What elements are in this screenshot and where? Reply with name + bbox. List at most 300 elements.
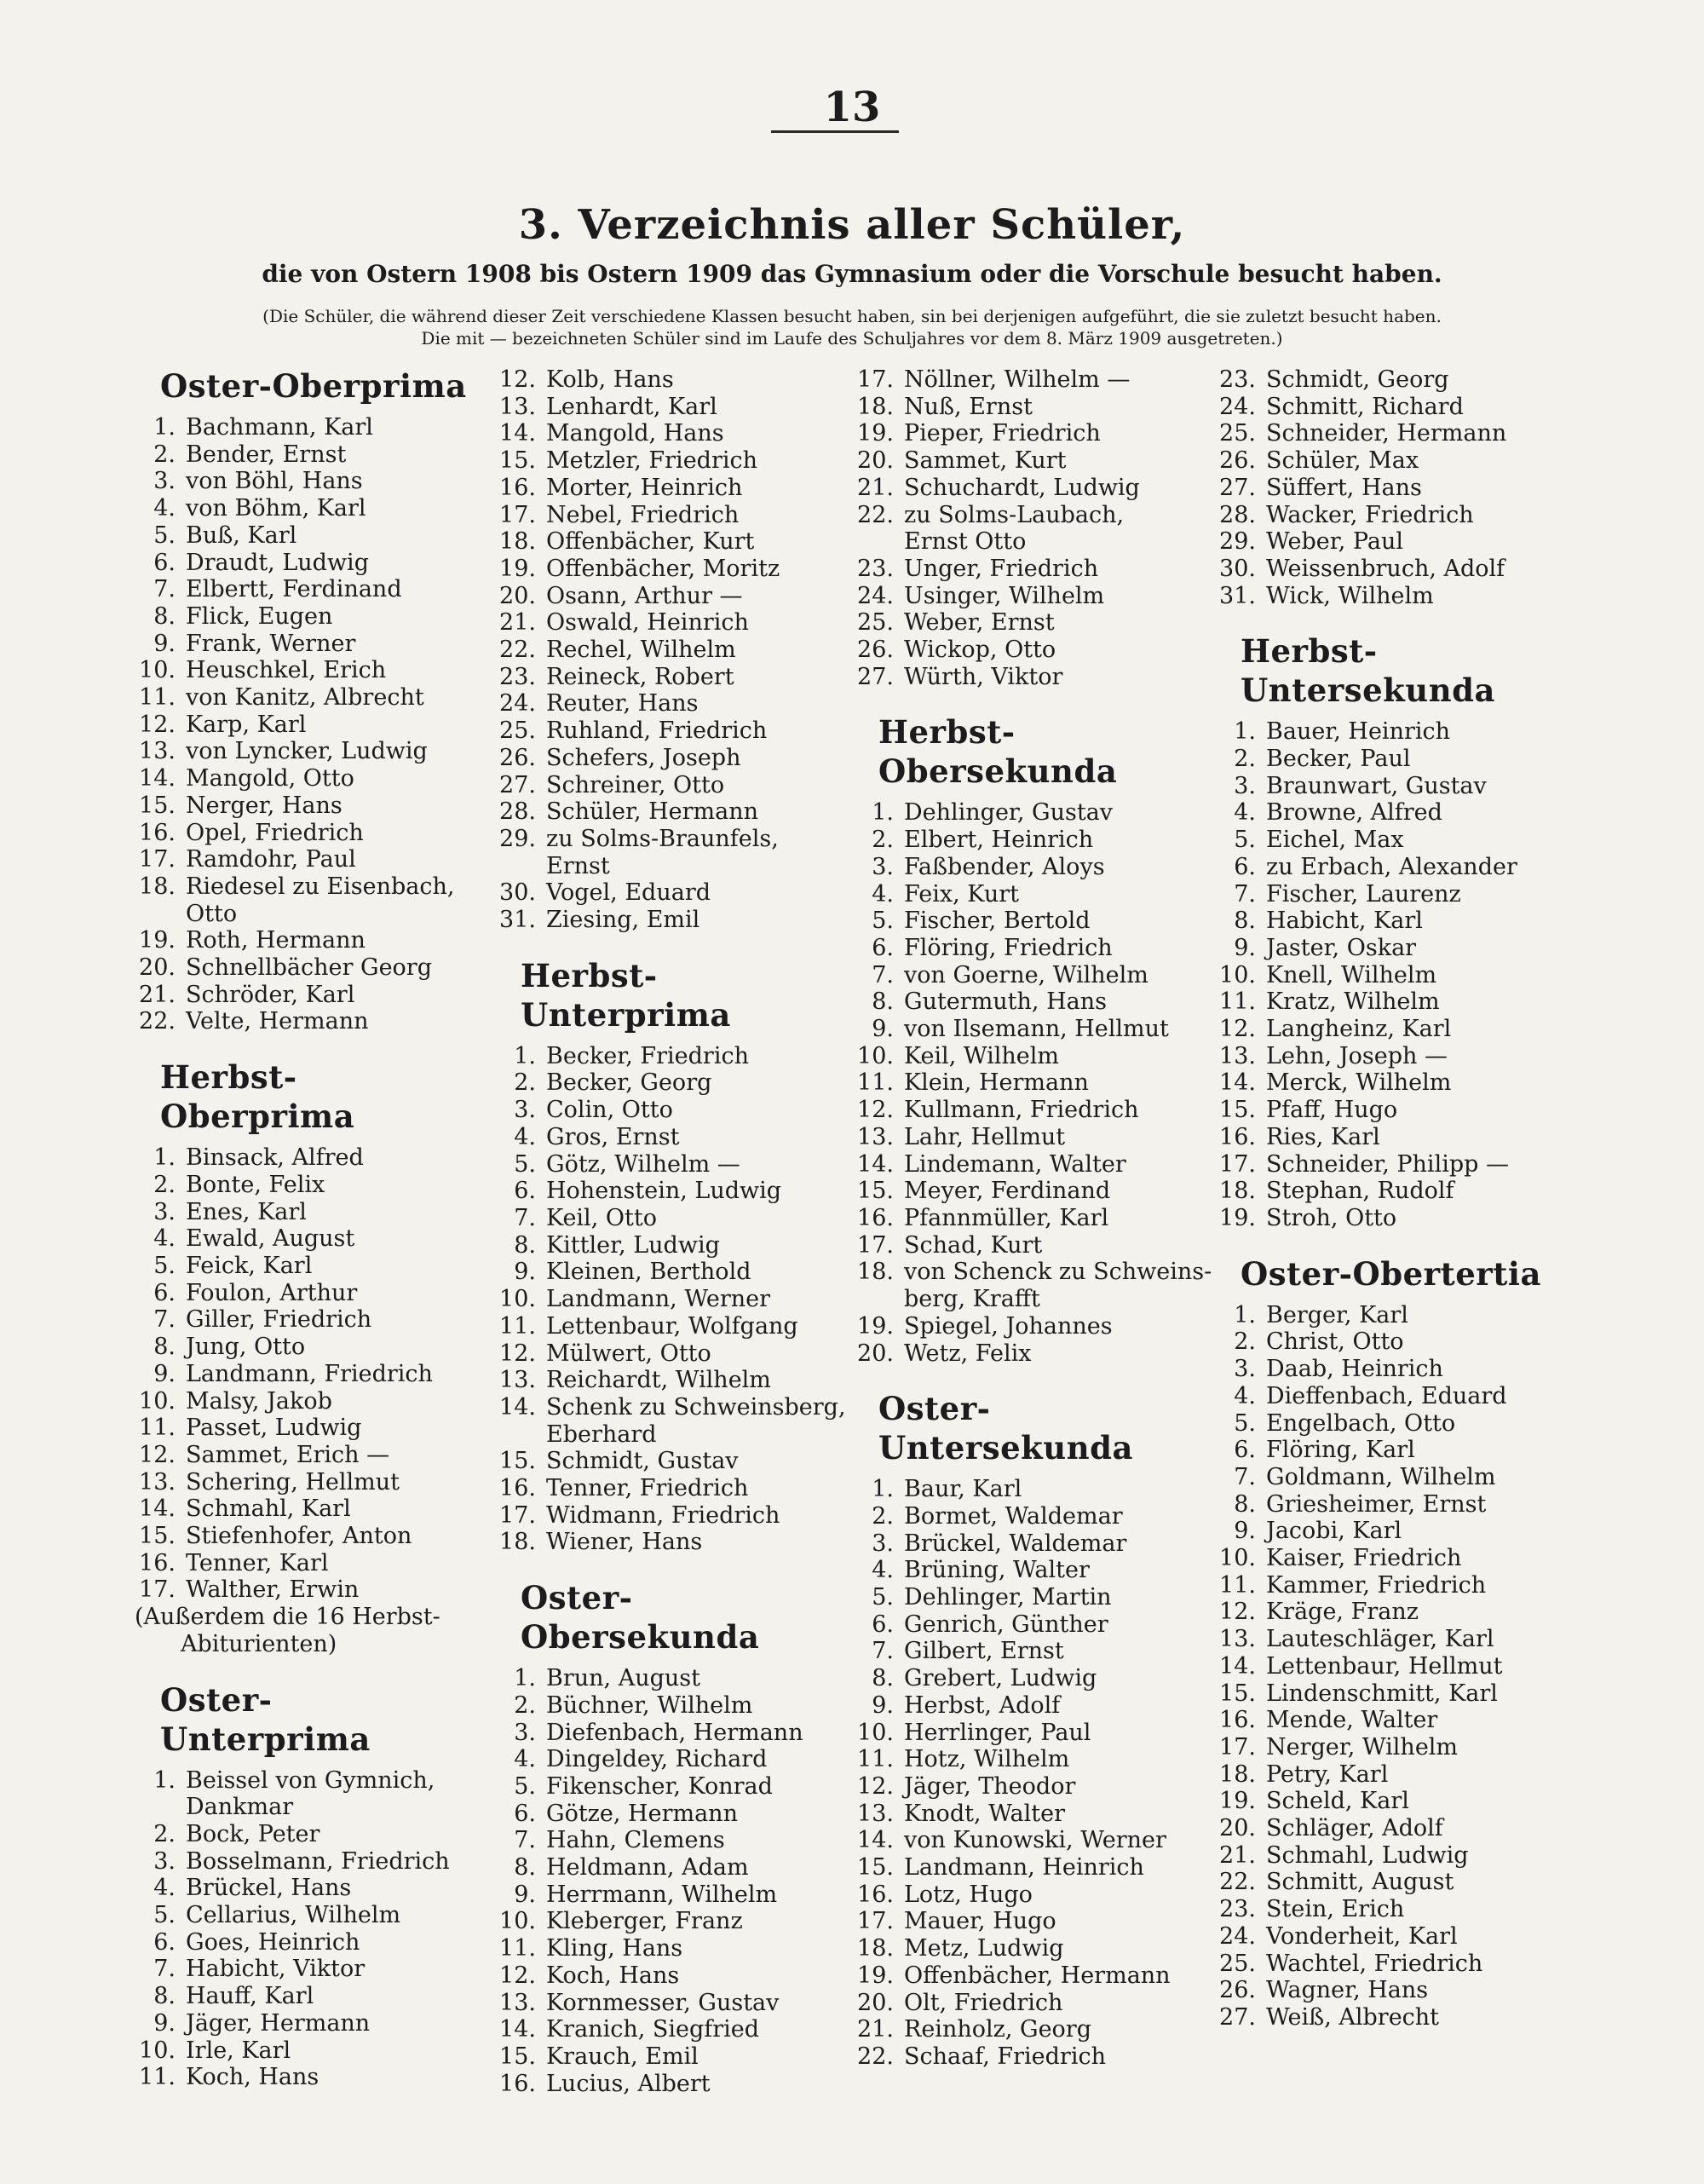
page-number-rule xyxy=(771,130,899,133)
student-name: Schenk zu Schweinsberg, xyxy=(546,1393,846,1420)
student-number: 20. xyxy=(1219,1815,1256,1842)
student-name: Nöllner, Wilhelm — xyxy=(904,366,1131,393)
section-heading: Herbst-Oberprima xyxy=(160,1058,355,1136)
student-entry xyxy=(490,717,831,745)
student-number: 25. xyxy=(1219,420,1256,447)
section-heading: Oster-Obertertia xyxy=(1241,1254,1541,1293)
student-number: 26. xyxy=(857,637,894,664)
student-entry xyxy=(130,1875,479,1902)
student-number: 22. xyxy=(1219,1869,1256,1896)
student-number: 7. xyxy=(153,1306,176,1334)
student-number: 23. xyxy=(857,555,894,582)
student-number: 9. xyxy=(153,1360,176,1387)
student-name: Christ, Otto xyxy=(1266,1328,1404,1356)
student-number: 13. xyxy=(499,393,536,420)
student-name: Kullmann, Friedrich xyxy=(904,1097,1139,1124)
student-name: Irle, Karl xyxy=(186,2037,291,2064)
section-herbst-oberprima xyxy=(130,1057,479,1657)
student-name: Lindemann, Walter xyxy=(904,1150,1126,1178)
student-name: Colin, Otto xyxy=(546,1097,673,1124)
student-entry xyxy=(490,1151,831,1178)
student-name: Habicht, Karl xyxy=(1266,908,1423,935)
student-entry xyxy=(1210,1016,1568,1043)
student-entry xyxy=(1210,1680,1568,1708)
student-name: Klein, Hermann xyxy=(904,1069,1089,1097)
student-number: 8. xyxy=(153,1334,176,1361)
student-entry xyxy=(490,502,831,529)
student-number: 14. xyxy=(857,1150,894,1178)
student-number: 5. xyxy=(153,1902,176,1929)
student-name: Bosselmann, Friedrich xyxy=(186,1847,450,1875)
student-entry xyxy=(130,468,479,495)
student-number: 26. xyxy=(1219,447,1256,475)
student-number: 16. xyxy=(1219,1707,1256,1734)
student-entry xyxy=(848,1530,1206,1558)
student-entry xyxy=(848,1746,1206,1773)
student-number: 5. xyxy=(872,908,894,935)
student-number: 29. xyxy=(499,825,536,852)
student-name: Koch, Hans xyxy=(546,1962,680,1989)
student-number: 18. xyxy=(139,873,176,900)
student-number: 15. xyxy=(1219,1097,1256,1124)
student-name: Hotz, Wilhelm xyxy=(904,1746,1070,1773)
student-number: 12. xyxy=(857,1097,894,1124)
student-name: Scheld, Karl xyxy=(1266,1788,1409,1815)
student-entry xyxy=(490,826,831,853)
student-entry xyxy=(490,772,831,799)
student-entry xyxy=(490,1340,831,1368)
section-herbst-unterprima xyxy=(490,956,846,1556)
student-entry xyxy=(490,1448,831,1475)
student-name: Elbertt, Ferdinand xyxy=(186,576,402,603)
section-oster-unterprima xyxy=(130,1680,479,2091)
student-number: 14. xyxy=(499,1393,536,1420)
student-name: Reuter, Hans xyxy=(546,690,699,717)
student-number: 3. xyxy=(872,1530,894,1557)
student-number: 16. xyxy=(499,1475,536,1502)
student-entry xyxy=(490,1990,831,2017)
student-entry xyxy=(1210,1356,1568,1383)
student-entry xyxy=(1210,1069,1568,1097)
student-number: 17. xyxy=(499,501,536,528)
student-name: von Schenck zu Schweins- xyxy=(904,1259,1212,1286)
student-entry xyxy=(490,1259,831,1286)
student-entry xyxy=(130,441,479,469)
student-number: 6. xyxy=(1234,853,1256,880)
student-number: 10. xyxy=(1219,1545,1256,1572)
student-number: 7. xyxy=(153,1956,176,1983)
student-name: Wetz, Felix xyxy=(904,1340,1032,1367)
student-entry xyxy=(490,637,831,664)
student-name: Daab, Heinrich xyxy=(1266,1356,1443,1383)
student-entry xyxy=(130,982,479,1009)
student-entry xyxy=(848,1259,1212,1286)
student-number: 27. xyxy=(499,771,536,798)
student-entry xyxy=(1210,1410,1568,1438)
student-number: 19. xyxy=(857,420,894,447)
student-name: Landmann, Werner xyxy=(546,1286,771,1313)
student-number: 31. xyxy=(1219,582,1256,609)
student-number: 12. xyxy=(139,1441,176,1468)
student-entry xyxy=(490,798,831,826)
student-name: zu Erbach, Alexander xyxy=(1266,853,1517,880)
student-number: 15. xyxy=(499,447,536,475)
student-number: 11. xyxy=(499,1935,536,1962)
section-oster-obersekunda xyxy=(490,1578,831,2097)
student-number: 9. xyxy=(1234,1518,1256,1545)
student-name: Kling, Hans xyxy=(546,1935,683,1962)
student-number: 17. xyxy=(139,846,176,873)
student-number: 4. xyxy=(872,1557,894,1584)
student-entry xyxy=(1210,881,1568,908)
student-entry xyxy=(1210,1977,1568,2004)
student-name: Koch, Hans xyxy=(186,2064,320,2091)
student-name: Schad, Kurt xyxy=(904,1231,1043,1259)
student-name: Langheinz, Karl xyxy=(1266,1016,1452,1043)
student-number: 12. xyxy=(1219,1599,1256,1626)
student-name: Roth, Hermann xyxy=(186,927,366,954)
student-entry xyxy=(490,664,831,691)
student-name: Grebert, Ludwig xyxy=(904,1665,1097,1692)
student-name: Jacobi, Karl xyxy=(1266,1518,1402,1545)
student-number: 21. xyxy=(139,981,176,1008)
student-name: Dehlinger, Martin xyxy=(904,1584,1112,1611)
student-name: Büchner, Wilhelm xyxy=(546,1691,753,1719)
student-name: Lauteschläger, Karl xyxy=(1266,1626,1494,1653)
student-number: 1. xyxy=(1234,1301,1256,1328)
student-name: von Böhl, Hans xyxy=(186,468,363,495)
student-number: 5. xyxy=(153,1252,176,1279)
page-number: 13 xyxy=(823,84,881,131)
column-2 xyxy=(490,366,846,2119)
student-name: zu Solms-Braunfels, xyxy=(546,825,779,852)
student-name: Landmann, Friedrich xyxy=(186,1360,433,1387)
student-entry xyxy=(848,962,1206,989)
student-name: Ziesing, Emil xyxy=(546,907,700,934)
student-name: Heldmann, Adam xyxy=(546,1854,749,1881)
student-number: 23. xyxy=(1219,1896,1256,1923)
column-3 xyxy=(848,366,1212,2093)
section-note: (Außerdem die 16 Herbst- xyxy=(135,1604,440,1631)
student-entry xyxy=(130,1848,479,1876)
student-entry xyxy=(490,1367,831,1394)
student-name: Kornmesser, Gustav xyxy=(546,1989,780,2016)
student-entry xyxy=(848,1124,1206,1151)
student-entry xyxy=(490,609,831,637)
student-name: Lucius, Albert xyxy=(546,2070,711,2097)
student-entry xyxy=(130,1767,479,1795)
student-entry xyxy=(490,1773,831,1801)
student-name: Stephan, Rudolf xyxy=(1266,1178,1454,1205)
student-name: Kammer, Friedrich xyxy=(1266,1571,1487,1599)
student-number: 17. xyxy=(139,1576,176,1604)
student-name: Feick, Karl xyxy=(186,1252,313,1279)
student-entry xyxy=(130,1144,479,1172)
student-name: Draudt, Ludwig xyxy=(186,549,369,576)
student-name: Schmitt, Richard xyxy=(1266,393,1464,420)
student-name: Knell, Wilhelm xyxy=(1266,961,1437,988)
student-entry xyxy=(1210,2004,1568,2031)
student-name: Malsy, Jakob xyxy=(186,1387,332,1415)
student-number: 18. xyxy=(857,1259,894,1286)
student-name: Velte, Hermann xyxy=(186,1008,369,1035)
student-entry xyxy=(848,2016,1206,2043)
student-number: 4. xyxy=(872,880,894,908)
student-number: 20. xyxy=(857,447,894,475)
student-name: Tenner, Karl xyxy=(186,1549,329,1576)
student-entry xyxy=(490,1746,831,1773)
student-name: Tenner, Friedrich xyxy=(546,1475,749,1502)
student-entry xyxy=(1210,1383,1568,1410)
student-number: 6. xyxy=(872,934,894,961)
student-number: 24. xyxy=(857,582,894,609)
student-name: Knodt, Walter xyxy=(904,1800,1065,1827)
student-name-continuation: berg, Krafft xyxy=(904,1286,1040,1313)
student-entry xyxy=(1210,1572,1568,1599)
student-entry xyxy=(490,1529,831,1556)
student-name: Jäger, Hermann xyxy=(186,2009,371,2037)
student-name: Reinholz, Georg xyxy=(904,2016,1091,2043)
student-entry xyxy=(490,1881,831,1909)
student-number: 9. xyxy=(514,1881,536,1908)
column-4 xyxy=(1210,366,1568,2054)
student-number: 24. xyxy=(1219,393,1256,420)
student-entry xyxy=(848,908,1206,935)
student-number: 2. xyxy=(514,1069,536,1097)
student-name: Götze, Hermann xyxy=(546,1800,738,1827)
student-entry xyxy=(1210,935,1568,962)
student-name: Weiß, Albrecht xyxy=(1266,2003,1440,2031)
section-note: Abiturienten) xyxy=(181,1630,337,1657)
student-number: 27. xyxy=(1219,2003,1256,2031)
student-entry xyxy=(848,1205,1206,1232)
student-number: 10. xyxy=(499,1286,536,1313)
student-entry xyxy=(848,637,1206,664)
student-entry xyxy=(130,495,479,522)
student-entry xyxy=(130,1172,479,1199)
student-number: 4. xyxy=(514,1123,536,1150)
student-name: Nebel, Friedrich xyxy=(546,501,740,528)
student-entry xyxy=(490,1286,831,1313)
student-entry xyxy=(490,1692,831,1720)
student-name: Bender, Ernst xyxy=(186,441,347,468)
student-number: 31. xyxy=(499,907,536,934)
student-number: 17. xyxy=(857,1231,894,1259)
student-entry xyxy=(490,1232,831,1259)
student-number: 9. xyxy=(153,2009,176,2037)
student-number: 9. xyxy=(1234,934,1256,961)
student-number: 17. xyxy=(1219,1150,1256,1178)
student-entry xyxy=(130,1576,479,1604)
student-number: 11. xyxy=(857,1069,894,1097)
student-entry xyxy=(1210,1788,1568,1815)
student-name: Faßbender, Aloys xyxy=(904,853,1105,880)
student-entry xyxy=(848,1962,1206,1990)
student-entry xyxy=(848,854,1206,881)
student-name: Widmann, Friedrich xyxy=(546,1501,780,1529)
student-entry xyxy=(490,366,831,394)
student-number: 29. xyxy=(1219,528,1256,556)
student-number: 11. xyxy=(499,1312,536,1340)
student-entry xyxy=(490,420,831,447)
student-entry xyxy=(1210,1437,1568,1464)
student-number: 19. xyxy=(499,555,536,582)
student-name: Schuchardt, Ludwig xyxy=(904,474,1140,501)
student-name: Hauff, Karl xyxy=(186,1983,314,2010)
student-number: 4. xyxy=(153,1225,176,1253)
student-number: 14. xyxy=(857,1827,894,1854)
student-name: Wiener, Hans xyxy=(546,1529,703,1556)
student-entry xyxy=(130,792,479,820)
student-name: Genrich, Günther xyxy=(904,1611,1108,1638)
student-entry xyxy=(490,2016,831,2043)
student-number: 13. xyxy=(857,1800,894,1827)
student-name: Weber, Paul xyxy=(1266,528,1403,556)
student-number: 13. xyxy=(1219,1626,1256,1653)
student-number: 7. xyxy=(153,576,176,603)
student-number: 10. xyxy=(139,1387,176,1415)
student-number: 6. xyxy=(153,1928,176,1956)
student-number: 11. xyxy=(1219,1571,1256,1599)
student-entry xyxy=(848,475,1206,502)
student-entry xyxy=(1210,1124,1568,1151)
student-name: Olt, Friedrich xyxy=(904,1989,1063,2016)
student-name: Schüler, Hermann xyxy=(546,798,759,826)
student-number: 22. xyxy=(857,2043,894,2070)
student-name: Lettenbaur, Hellmut xyxy=(1266,1652,1503,1680)
student-name: Nerger, Wilhelm xyxy=(1266,1733,1459,1760)
student-name: Landmann, Heinrich xyxy=(904,1854,1144,1881)
student-entry xyxy=(1210,1491,1568,1518)
student-number: 12. xyxy=(499,1340,536,1367)
student-name-continuation: Otto xyxy=(186,900,238,927)
student-number: 7. xyxy=(514,1827,536,1854)
student-entry xyxy=(490,1097,831,1124)
student-entry xyxy=(130,2037,479,2065)
student-number: 15. xyxy=(857,1854,894,1881)
student-number: 11. xyxy=(857,1746,894,1773)
student-number: 15. xyxy=(139,1523,176,1550)
student-name: Habicht, Viktor xyxy=(186,1956,366,1983)
student-entry xyxy=(1210,1896,1568,1923)
student-name: Flöring, Karl xyxy=(1266,1437,1415,1464)
student-entry xyxy=(848,394,1206,421)
student-entry xyxy=(1210,1815,1568,1842)
student-number: 17. xyxy=(499,1501,536,1529)
student-entry xyxy=(848,609,1206,637)
section-heading: Oster-Oberprima xyxy=(160,367,467,405)
student-entry xyxy=(130,1225,479,1253)
student-number: 14. xyxy=(139,765,176,792)
student-entry xyxy=(848,1801,1206,1828)
student-entry xyxy=(848,502,1206,529)
student-name: Brückel, Waldemar xyxy=(904,1530,1127,1557)
student-entry xyxy=(490,447,831,475)
student-entry xyxy=(490,690,831,717)
student-name: Weissenbruch, Adolf xyxy=(1266,555,1505,582)
student-entry xyxy=(848,1827,1206,1854)
student-name: Reineck, Robert xyxy=(546,663,734,690)
student-name: Krauch, Emil xyxy=(546,2043,699,2070)
student-name: Lotz, Hugo xyxy=(904,1881,1033,1908)
student-number: 16. xyxy=(139,819,176,846)
student-entry xyxy=(1210,366,1568,394)
student-name: Schmidt, Gustav xyxy=(546,1448,739,1475)
student-number: 30. xyxy=(1219,555,1256,582)
student-entry xyxy=(848,1773,1206,1801)
student-name: Nerger, Hans xyxy=(186,792,343,819)
student-entry xyxy=(1210,583,1568,610)
student-name: Eichel, Max xyxy=(1266,827,1404,854)
student-name: Mangold, Hans xyxy=(546,420,724,447)
student-name: Bonte, Felix xyxy=(186,1171,325,1198)
student-number: 18. xyxy=(857,393,894,420)
student-entry xyxy=(1210,718,1568,746)
student-number: 7. xyxy=(872,961,894,988)
student-name: Walther, Erwin xyxy=(186,1576,360,1604)
student-number: 13. xyxy=(139,1468,176,1495)
student-name: Bauer, Heinrich xyxy=(1266,718,1451,746)
student-name: Schröder, Karl xyxy=(186,981,355,1008)
student-name: Oswald, Heinrich xyxy=(546,609,749,637)
student-entry xyxy=(490,1720,831,1747)
student-entry xyxy=(1210,1869,1568,1896)
student-name: Elbert, Heinrich xyxy=(904,827,1094,854)
student-name: Mülwert, Otto xyxy=(546,1340,711,1367)
student-entry xyxy=(1210,1951,1568,1978)
student-entry xyxy=(1210,1653,1568,1680)
student-name: Feix, Kurt xyxy=(904,880,1019,908)
student-number: 14. xyxy=(139,1495,176,1523)
student-number: 21. xyxy=(857,474,894,501)
student-entry xyxy=(130,738,479,765)
student-entry xyxy=(1210,1464,1568,1491)
student-entry xyxy=(130,414,479,441)
student-number: 16. xyxy=(1219,1123,1256,1150)
list-subtitle: die von Ostern 1908 bis Ostern 1909 das Gymnasium oder die Vorschule besucht haben. xyxy=(262,260,1442,288)
student-number: 3. xyxy=(1234,772,1256,799)
student-entry xyxy=(1210,1626,1568,1653)
student-entry xyxy=(490,528,831,556)
student-name: Riedesel zu Eisenbach, xyxy=(186,873,455,900)
student-name: Bachmann, Karl xyxy=(186,414,373,441)
student-name: Petry, Karl xyxy=(1266,1760,1389,1788)
student-number: 5. xyxy=(153,522,176,549)
student-name: Dingeldey, Richard xyxy=(546,1746,768,1773)
student-entry xyxy=(1210,799,1568,827)
student-name: Mauer, Hugo xyxy=(904,1908,1056,1935)
student-name-continuation: Ernst Otto xyxy=(904,528,1027,556)
student-entry xyxy=(848,1016,1206,1043)
student-entry xyxy=(490,394,831,421)
student-entry xyxy=(130,873,479,901)
student-name: Offenbächer, Kurt xyxy=(546,528,755,556)
student-entry xyxy=(490,1962,831,1990)
student-entry xyxy=(1210,1205,1568,1232)
student-entry xyxy=(848,935,1206,962)
student-name: Heuschkel, Erich xyxy=(186,657,387,684)
student-number: 4. xyxy=(153,495,176,522)
student-entry xyxy=(848,1638,1206,1665)
student-name: Ramdohr, Paul xyxy=(186,846,356,873)
student-name: Stein, Erich xyxy=(1266,1896,1405,1923)
student-name: Flöring, Friedrich xyxy=(904,934,1113,961)
student-entry xyxy=(130,550,479,577)
student-number: 8. xyxy=(1234,1490,1256,1518)
student-number: 2. xyxy=(1234,746,1256,773)
student-name: Schnellbächer Georg xyxy=(186,954,432,982)
student-name: Sammet, Kurt xyxy=(904,447,1067,475)
